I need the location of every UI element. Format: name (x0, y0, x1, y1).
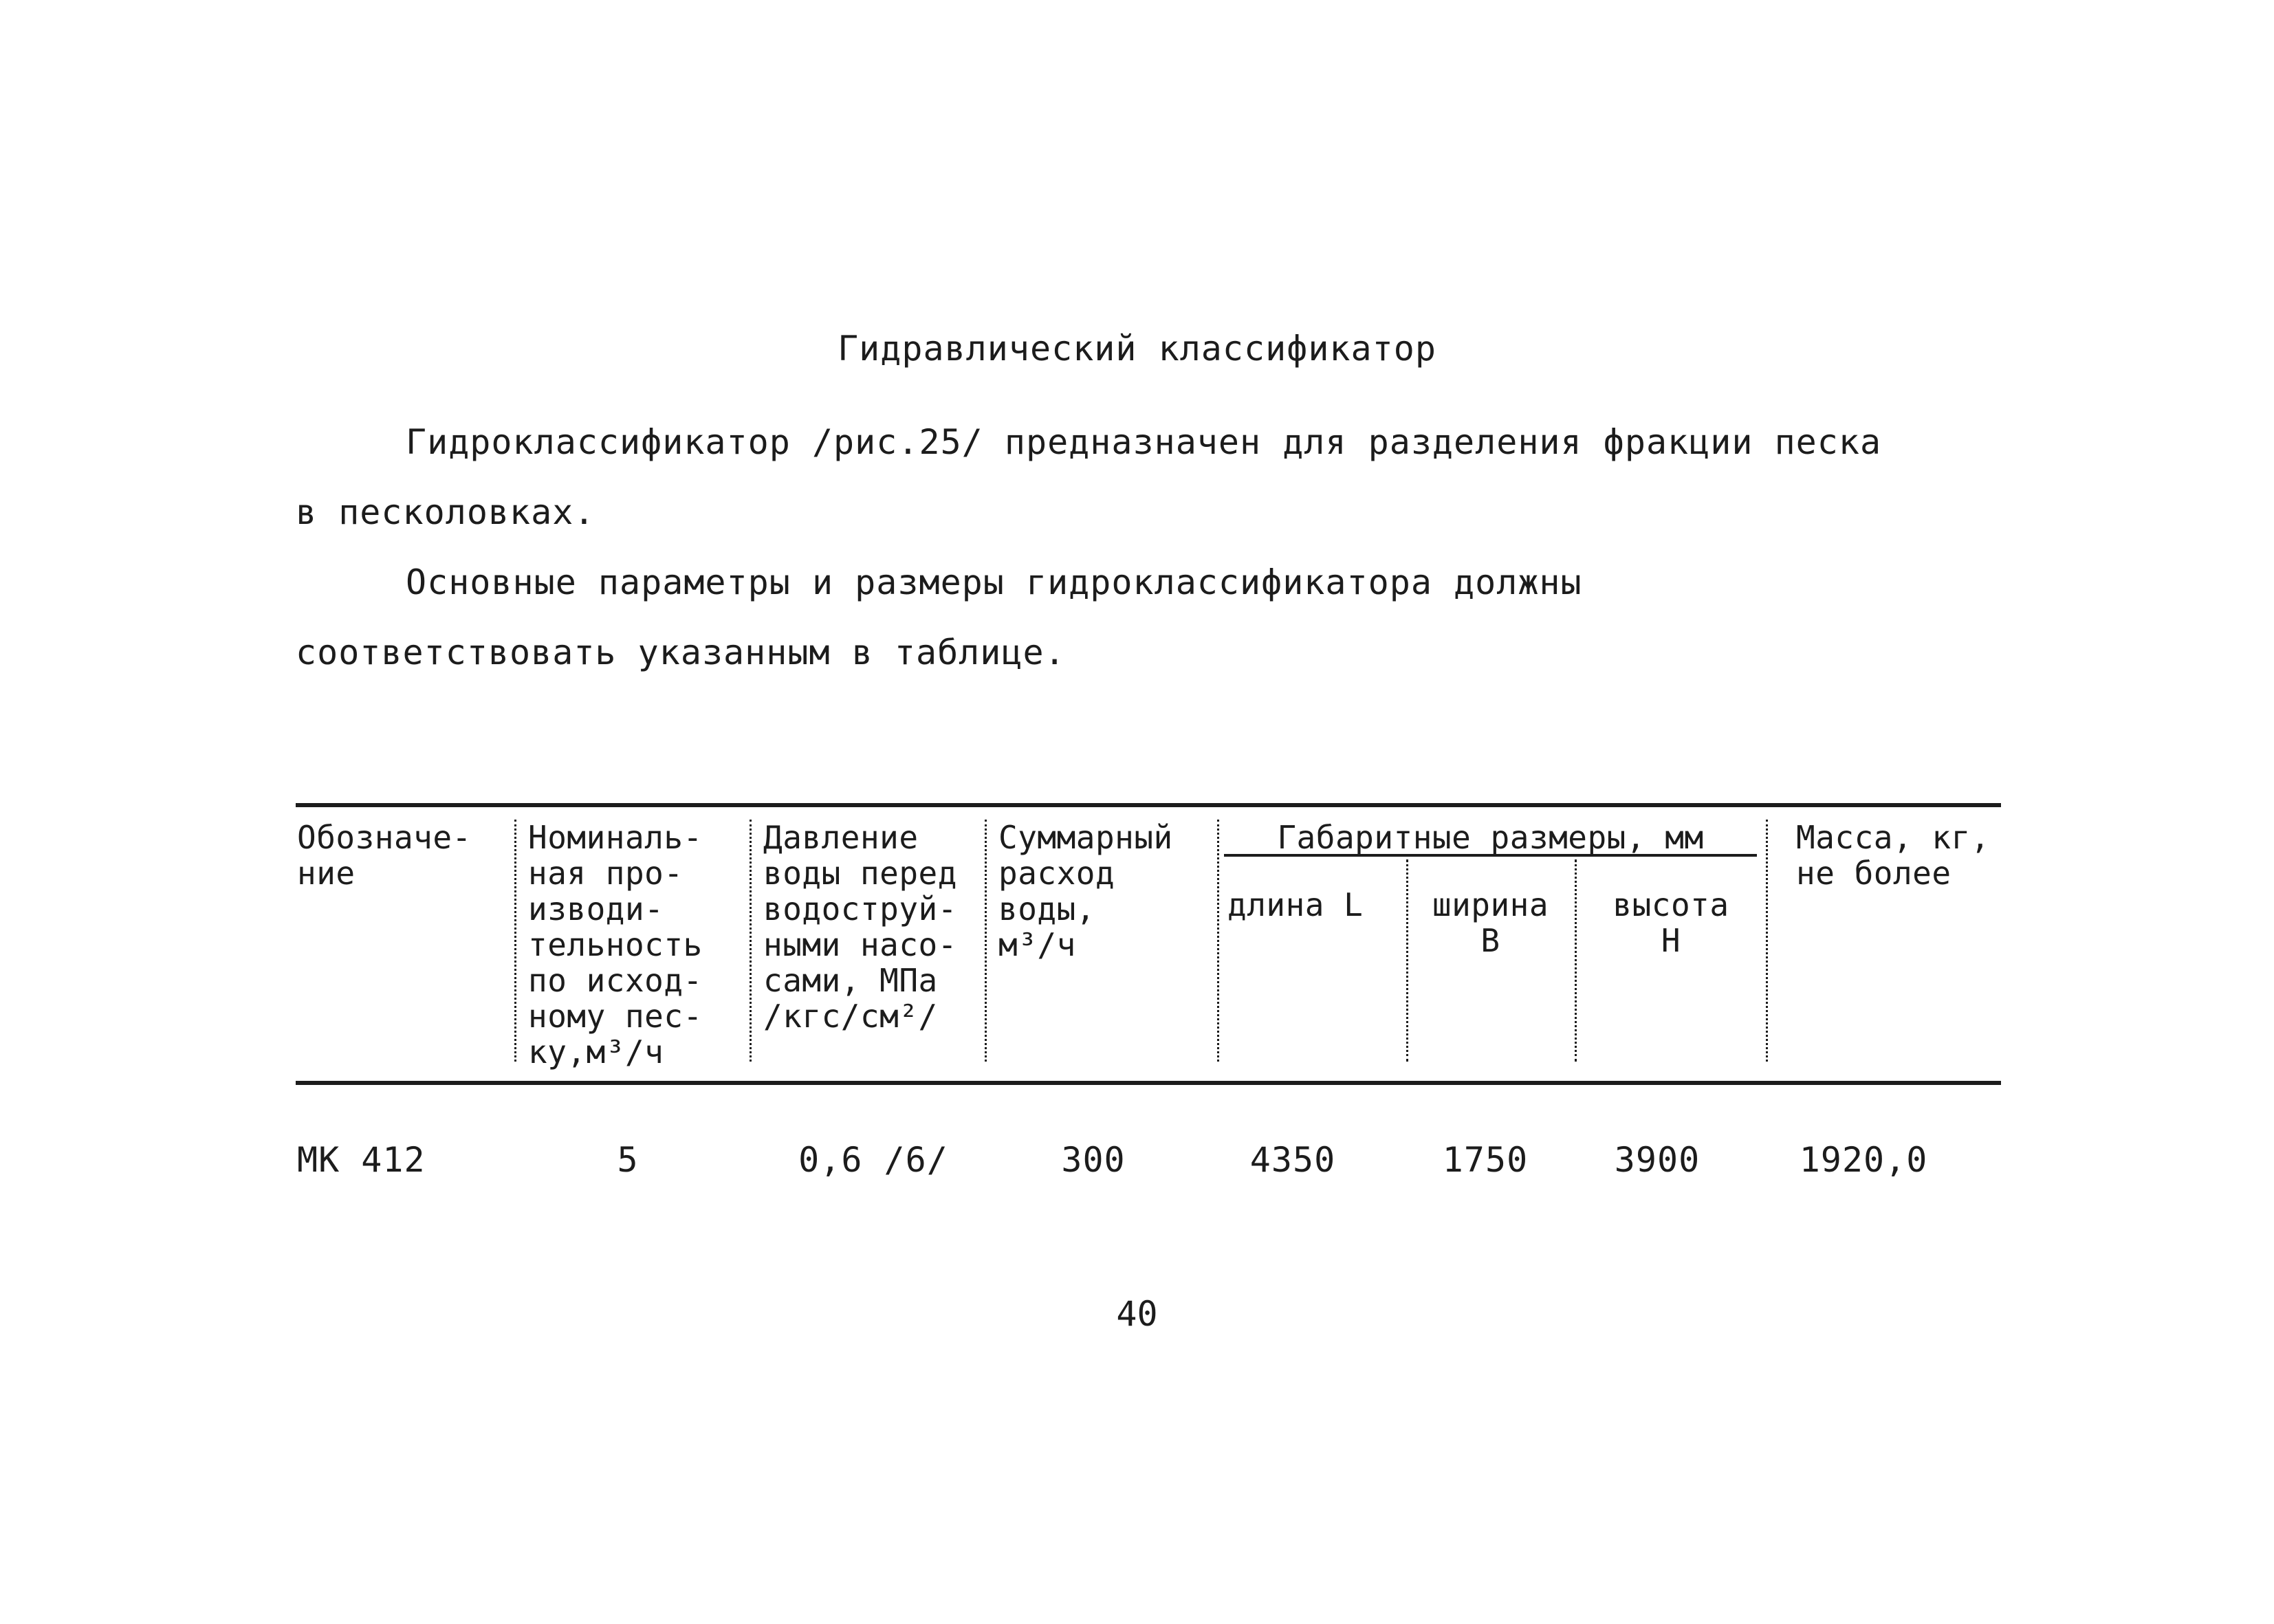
cell-pressure: 0,6 /6/ (798, 1140, 948, 1180)
paragraph-parameters: Основные параметры и размеры гидроклассификатора должны соответствовать указанным в таблице. (296, 562, 1582, 672)
page-number: 40 (1116, 1294, 1158, 1334)
column-separator (750, 820, 752, 1062)
column-separator (1766, 820, 1768, 1062)
header-length: длина L (1227, 886, 1364, 923)
cell-water-flow: 300 (1061, 1140, 1126, 1180)
paragraph-purpose: Гидроклассификатор /рис.25/ предназначен для разделения фракции песка в песколовках. (296, 422, 1882, 532)
cell-length: 4350 (1249, 1140, 1336, 1180)
column-separator (1575, 859, 1577, 1062)
header-capacity: Номиналь- ная про- изводи- тельность по исход- ному пес- ку,м³/ч (528, 819, 703, 1071)
column-separator (1217, 820, 1219, 1062)
table-header-rule (296, 1081, 2001, 1085)
header-height: высота H (1612, 886, 1729, 959)
header-pressure: Давление воды перед водоструй- ными насо- сами, МПа /кгс/см²/ (763, 819, 957, 1035)
cell-mass: 1920,0 (1799, 1140, 1928, 1180)
cell-height: 3900 (1614, 1140, 1701, 1180)
cell-width: 1750 (1442, 1140, 1529, 1180)
column-separator (514, 820, 516, 1062)
cell-capacity: 5 (617, 1140, 639, 1180)
cell-designation: МК 412 (297, 1140, 426, 1180)
header-width: ширина B (1432, 886, 1549, 959)
header-designation: Обозначе- ние (297, 819, 472, 892)
table-top-rule (296, 803, 2001, 807)
header-water-flow: Суммарный расход воды, м³/ч (998, 819, 1173, 963)
header-dimensions-group: Габаритные размеры, мм (1277, 819, 1704, 856)
column-separator (985, 820, 987, 1062)
document-title: Гидравлический классификатор (838, 329, 1436, 369)
header-mass: Масса, кг, не более (1796, 819, 1990, 892)
column-separator (1406, 859, 1408, 1062)
dimensions-group-underline (1224, 854, 1757, 857)
